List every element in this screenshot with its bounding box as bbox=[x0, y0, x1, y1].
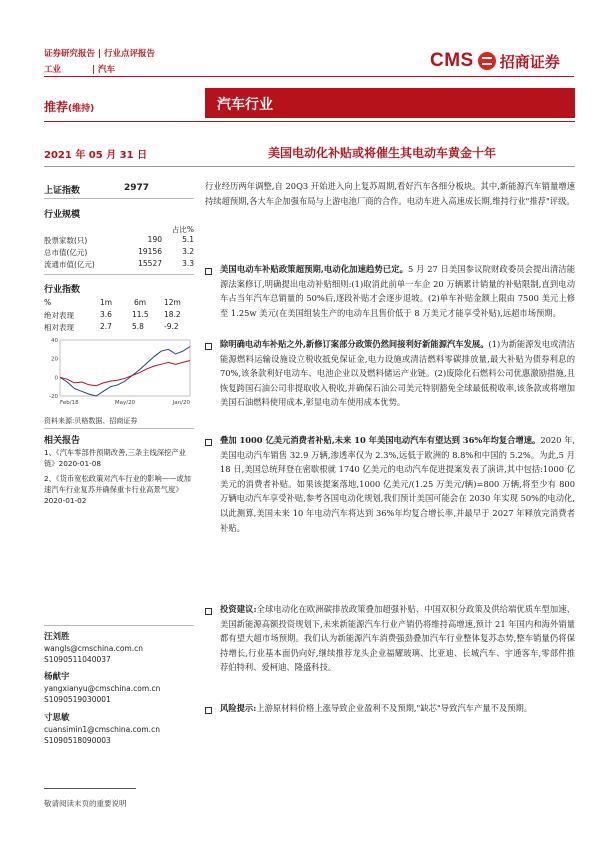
scale-value: 15527 bbox=[138, 259, 162, 268]
para-text: 5 月 27 日美国参议院财政委员会提出清洁能源法案修订,明确提出电动补贴细则:(1)取消此前单一车企 20 万辆累计销量的补贴限制,直到电动车占当年汽车总销量的 50%后,逐段补贴才会逐步退坡。(2)单车补贴金额上限由 7500 美元上修至 1.25w 美元(在美国组装生产的电动车且售价低于 8 万美元才能享受补贴),远超市场预期。 bbox=[220, 264, 576, 318]
perf-value: 3.6 bbox=[100, 310, 112, 319]
industry-path bbox=[44, 63, 115, 75]
related-report[interactable]: 2、《货币宽松政策对汽车行业的影响——或加速汽车行业复苏并确保重卡行业高景气度》2020-01-02 bbox=[44, 474, 191, 505]
scale-label: 总市值(亿元) bbox=[44, 248, 88, 257]
scale-heading: 行业规模 bbox=[44, 210, 81, 220]
para-text: 上游原材料价格上涨导致企业盈利不及预期,"缺芯"导致汽车产量不及预期。 bbox=[256, 703, 533, 713]
related-heading: 相关报告 bbox=[44, 436, 81, 446]
para-text: (1)为新能源发电或清洁能源燃料运输设施设立税收抵免保证金,电力设施或清洁燃料零碳排放量,最大补贴为债券利息的 70%,该条款利好电动车、电池企业以及燃料储运产业链。(2)废除化石燃料公司优惠激励措施,且恢复跨国石油公司非提取收入税收,并确保石油公司美元特别豁免全球最低税收率,该条款或将增加美国石油燃料使用成本,彰显电动车使用成本优势。 bbox=[220, 339, 575, 408]
index-label: 上证指数 bbox=[44, 186, 81, 196]
logo-emblem-icon bbox=[478, 52, 496, 70]
bullet-icon bbox=[205, 266, 213, 274]
y-tick-label: 40 bbox=[51, 338, 58, 344]
analyst-name: 汪刘胜 bbox=[44, 632, 70, 642]
para-investment bbox=[220, 602, 575, 675]
x-tick-label: May/20 bbox=[114, 400, 136, 406]
bullet-icon bbox=[205, 705, 213, 713]
industry-index-chart bbox=[44, 336, 194, 408]
header-divider bbox=[44, 76, 574, 77]
para-heading: 风险提示: bbox=[220, 703, 257, 713]
analyst-id: S1090519030001 bbox=[44, 695, 111, 704]
para-text: 全球电动化在欧洲碳排放政策叠加超强补贴、中国双积分政策及供给端优质车型加速、美国新能源高额投资规划下,未来新能源汽车行业产销仍将维持高增速,预计 21 年国内和海外销量都有望大超市场预期。我们认为新能源汽车消费强劲叠加汽车行业整体复苏态势,整车销量仍将保持增长,行业基本面仍向好,继续推荐龙头企业福耀玻璃、比亚迪、长城汽车、宇通客车,零部件推荐伯特利、爱柯迪、隆盛科技。 bbox=[220, 604, 575, 673]
para-heading: 除明确电动车补贴之外,新修订案部分政策仍然间接利好新能源汽车发展。 bbox=[220, 339, 489, 349]
para-consumer bbox=[220, 433, 575, 535]
industry-sub: | 汽车 bbox=[91, 65, 116, 75]
analyst-email[interactable]: cuansimin1@cmschina.com.cn bbox=[44, 725, 160, 734]
perf-value: 11.5 bbox=[132, 310, 149, 319]
sidebar-divider bbox=[44, 625, 194, 626]
sidebar-divider bbox=[44, 198, 194, 199]
y-tick-label: 20 bbox=[51, 356, 58, 363]
title-divider bbox=[44, 166, 575, 167]
bullet-icon bbox=[205, 437, 213, 445]
analyst-name: 寸思敏 bbox=[44, 713, 70, 723]
para-indirect bbox=[220, 337, 575, 410]
logo-cn: 招商证券 bbox=[499, 52, 560, 71]
scale-pct: 5.1 bbox=[182, 235, 194, 244]
perf-header: 12m bbox=[164, 298, 181, 307]
cms-logo bbox=[430, 50, 560, 72]
rating-sub: (维持) bbox=[68, 104, 95, 114]
banner-divider bbox=[44, 121, 575, 122]
sidebar-divider bbox=[44, 428, 194, 429]
analyst-block bbox=[44, 632, 194, 665]
industry-sector: 工业 bbox=[44, 65, 62, 75]
perf-header: % bbox=[44, 298, 52, 307]
analyst-email[interactable]: wangls@cmschina.com.cn bbox=[44, 644, 144, 653]
sidebar-divider bbox=[44, 274, 194, 275]
related-report[interactable]: 1、《汽车零部件预期改善,三条主线深挖产业链》2020-01-08 bbox=[44, 448, 186, 468]
perf-label: 相对表现 bbox=[44, 323, 74, 332]
logo-text: CMS bbox=[430, 50, 474, 71]
y-tick-label: -20 bbox=[49, 394, 58, 400]
scale-label: 股票家数(只) bbox=[44, 236, 88, 245]
industry-banner bbox=[205, 88, 575, 118]
perf-header: 6m bbox=[134, 298, 147, 307]
analyst-email[interactable]: yangxianyu@cmschina.com.cn bbox=[44, 684, 161, 693]
scale-col-header: 占比% bbox=[171, 225, 194, 234]
bullet-icon bbox=[205, 341, 213, 349]
perf-heading: 行业指数 bbox=[44, 285, 81, 295]
para-subsidy bbox=[220, 262, 575, 320]
bullet-icon bbox=[205, 606, 213, 614]
banner-title: 汽车行业 bbox=[217, 97, 273, 113]
perf-header: 1m bbox=[100, 298, 113, 307]
para-text: 2020 年,美国电动汽车销售 32.9 万辆,渗透率仅为 2.3%,远低于欧洲的 8.8%和中国的 5.2%。为此,5 月 18 日,美国总统拜登在密歇根就 1740 亿美元的电动汽车促进提案发表了演讲,其中包括:1000 亿美元的消费者补贴。如果该提案落地,1000 亿美元/(1.25 万美元/辆)=800 万辆,将至少有 800 万辆电动汽车享受补贴,参考各国电动化规划,我们预计美国可能会在 2030 年实现 50%的电动化,以此测算,美国未来 10 年电动汽车将达到 36%年均复合增长率,并最早于 2027 年释放完消费者补贴。 bbox=[220, 435, 575, 533]
rating bbox=[44, 98, 94, 115]
analyst-id: S1090511040037 bbox=[44, 655, 111, 664]
perf-value: 5.8 bbox=[132, 322, 144, 331]
report-category: 证券研究报告 | 行业点评报告 bbox=[44, 49, 156, 59]
series-line-2 bbox=[60, 361, 190, 386]
intro-summary: 行业经历两年调整,自 20Q3 开始进入向上复苏周期,看好汽车各细分板块。其中,新能源汽车销量增速持续超预期,各大车企加强布局与上游电池厂商的合作。电动车进入高速成长期,维持行业"推荐"评级。 bbox=[205, 181, 575, 206]
scale-pct: 3.3 bbox=[182, 259, 194, 268]
para-risk bbox=[220, 701, 575, 716]
report-title: 美国电动化补贴或将催生其电动车黄金十年 bbox=[268, 146, 497, 160]
analyst-name: 杨献宇 bbox=[44, 672, 70, 682]
chart-source: 资料来源:贝格数据、招商证券 bbox=[44, 417, 138, 425]
scale-value: 190 bbox=[147, 235, 162, 244]
rating-label: 推荐 bbox=[44, 100, 69, 114]
analyst-id: S1090518090003 bbox=[44, 736, 111, 745]
para-heading: 叠加 1000 亿美元消费者补贴,未来 10 年美国电动汽车有望达到 36%年均复合增速。 bbox=[220, 435, 541, 445]
footer-divider bbox=[44, 788, 136, 789]
scale-label: 流通市值(亿元) bbox=[44, 260, 95, 269]
series-line-1 bbox=[60, 347, 190, 397]
scale-pct: 3.2 bbox=[182, 247, 194, 256]
perf-value: -9.2 bbox=[164, 322, 179, 331]
perf-label: 绝对表现 bbox=[44, 311, 74, 320]
analyst-block bbox=[44, 713, 194, 746]
index-value: 2977 bbox=[124, 183, 150, 193]
report-date: 2021 年 05 月 31 日 bbox=[44, 150, 148, 161]
perf-value: 18.2 bbox=[164, 310, 181, 319]
para-heading: 投资建议: bbox=[220, 604, 257, 614]
y-tick-label: 0 bbox=[54, 375, 58, 382]
footer-note: 敬请阅读末页的重要说明 bbox=[44, 799, 127, 808]
x-tick-label: Jan/20 bbox=[172, 400, 190, 406]
para-heading: 美国电动车补贴政策超预期,电动化加速趋势已定。 bbox=[220, 264, 409, 274]
perf-value: 2.7 bbox=[100, 322, 112, 331]
scale-value: 19156 bbox=[138, 247, 162, 256]
chart-frame bbox=[60, 340, 190, 396]
x-tick-label: Feb/18 bbox=[60, 400, 79, 406]
analyst-block bbox=[44, 672, 194, 705]
